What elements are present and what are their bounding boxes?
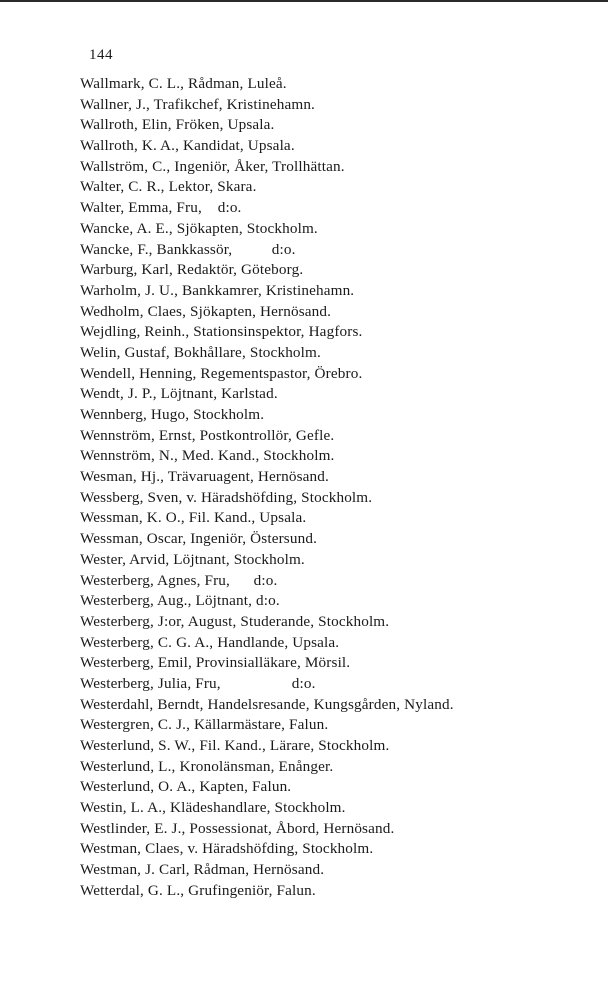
directory-entry: Wallner, J., Trafikchef, Kristinehamn. <box>80 95 316 113</box>
directory-entry: Westerlund, O. A., Kapten, Falun. <box>80 778 292 796</box>
directory-entry: Wetterdal, G. L., Grufingeniör, Falun. <box>80 881 316 899</box>
directory-entry: Westerlund, L., Kronolänsman, Enånger. <box>80 757 334 775</box>
directory-entry: Wessman, K. O., Fil. Kand., Upsala. <box>80 509 307 527</box>
directory-entry: Walter, C. R., Lektor, Skara. <box>80 178 257 196</box>
directory-entry: Wennberg, Hugo, Stockholm. <box>80 406 265 423</box>
directory-entry: Westman, J. Carl, Rådman, Hernösand. <box>80 861 325 879</box>
directory-entry: Wendell, Henning, Regementspastor, Örebro. <box>80 364 363 382</box>
directory-entry: Wallroth, Elin, Fröken, Upsala. <box>80 116 275 134</box>
directory-list <box>80 74 454 902</box>
directory-entry: Westerlund, S. W., Fil. Kand., Lärare, Stockholm. <box>80 737 390 754</box>
directory-entry: Westerberg, Agnes, Fru, d:o. <box>80 571 278 589</box>
directory-entry: Warburg, Karl, Redaktör, Göteborg. <box>80 261 304 279</box>
directory-entry: Wennström, Ernst, Postkontrollör, Gefle. <box>80 426 335 444</box>
directory-entry: Wejdling, Reinh., Stationsinspektor, Hagfors. <box>80 323 363 341</box>
directory-entry: Westergren, C. J., Källarmästare, Falun. <box>80 716 329 734</box>
directory-entry: Wancke, F., Bankkassör, d:o. <box>80 240 296 258</box>
top-border-rule <box>0 0 608 2</box>
directory-entry: Westerberg, Emil, Provinsialläkare, Mörsil. <box>80 654 351 672</box>
directory-entry: Westerdahl, Berndt, Handelsresande, Kungsgården, Nyland. <box>80 695 454 713</box>
directory-entry: Wancke, A. E., Sjökapten, Stockholm. <box>80 219 318 237</box>
directory-entry: Westlinder, E. J., Possessionat, Åbord, Hernösand. <box>80 819 395 837</box>
directory-entry: Wedholm, Claes, Sjökapten, Hernösand. <box>80 302 332 320</box>
directory-entry: Westerberg, Aug., Löjtnant, d:o. <box>80 592 280 610</box>
directory-entry: Wennström, N., Med. Kand., Stockholm. <box>80 447 335 465</box>
directory-entry: Wendt, J. P., Löjtnant, Karlstad. <box>80 385 278 403</box>
directory-entry: Wallström, C., Ingeniör, Åker, Trollhättan. <box>80 157 345 175</box>
directory-entry: Wesman, Hj., Trävaruagent, Hernösand. <box>80 468 329 486</box>
directory-entry: Wessman, Oscar, Ingeniör, Östersund. <box>80 530 318 548</box>
directory-entry: Westman, Claes, v. Häradshöfding, Stockholm. <box>80 840 374 858</box>
directory-entry: Wallroth, K. A., Kandidat, Upsala. <box>80 137 295 155</box>
directory-entry: Westin, L. A., Klädeshandlare, Stockholm. <box>80 799 346 817</box>
directory-entry: Wester, Arvid, Löjtnant, Stockholm. <box>80 550 305 568</box>
directory-entry: Walter, Emma, Fru, d:o. <box>80 199 242 217</box>
directory-entry: Westerberg, Julia, Fru, d:o. <box>80 674 316 692</box>
directory-entry: Warholm, J. U., Bankkamrer, Kristinehamn. <box>80 281 355 299</box>
page-number: 144 <box>89 47 113 63</box>
directory-entry: Wessberg, Sven, v. Häradshöfding, Stockholm. <box>80 488 373 506</box>
directory-entry: Westerberg, C. G. A., Handlande, Upsala. <box>80 633 340 651</box>
directory-entry: Wallmark, C. L., Rådman, Luleå. <box>80 75 287 92</box>
directory-entry: Welin, Gustaf, Bokhållare, Stockholm. <box>80 343 321 361</box>
directory-entry: Westerberg, J:or, August, Studerande, Stockholm. <box>80 612 390 630</box>
